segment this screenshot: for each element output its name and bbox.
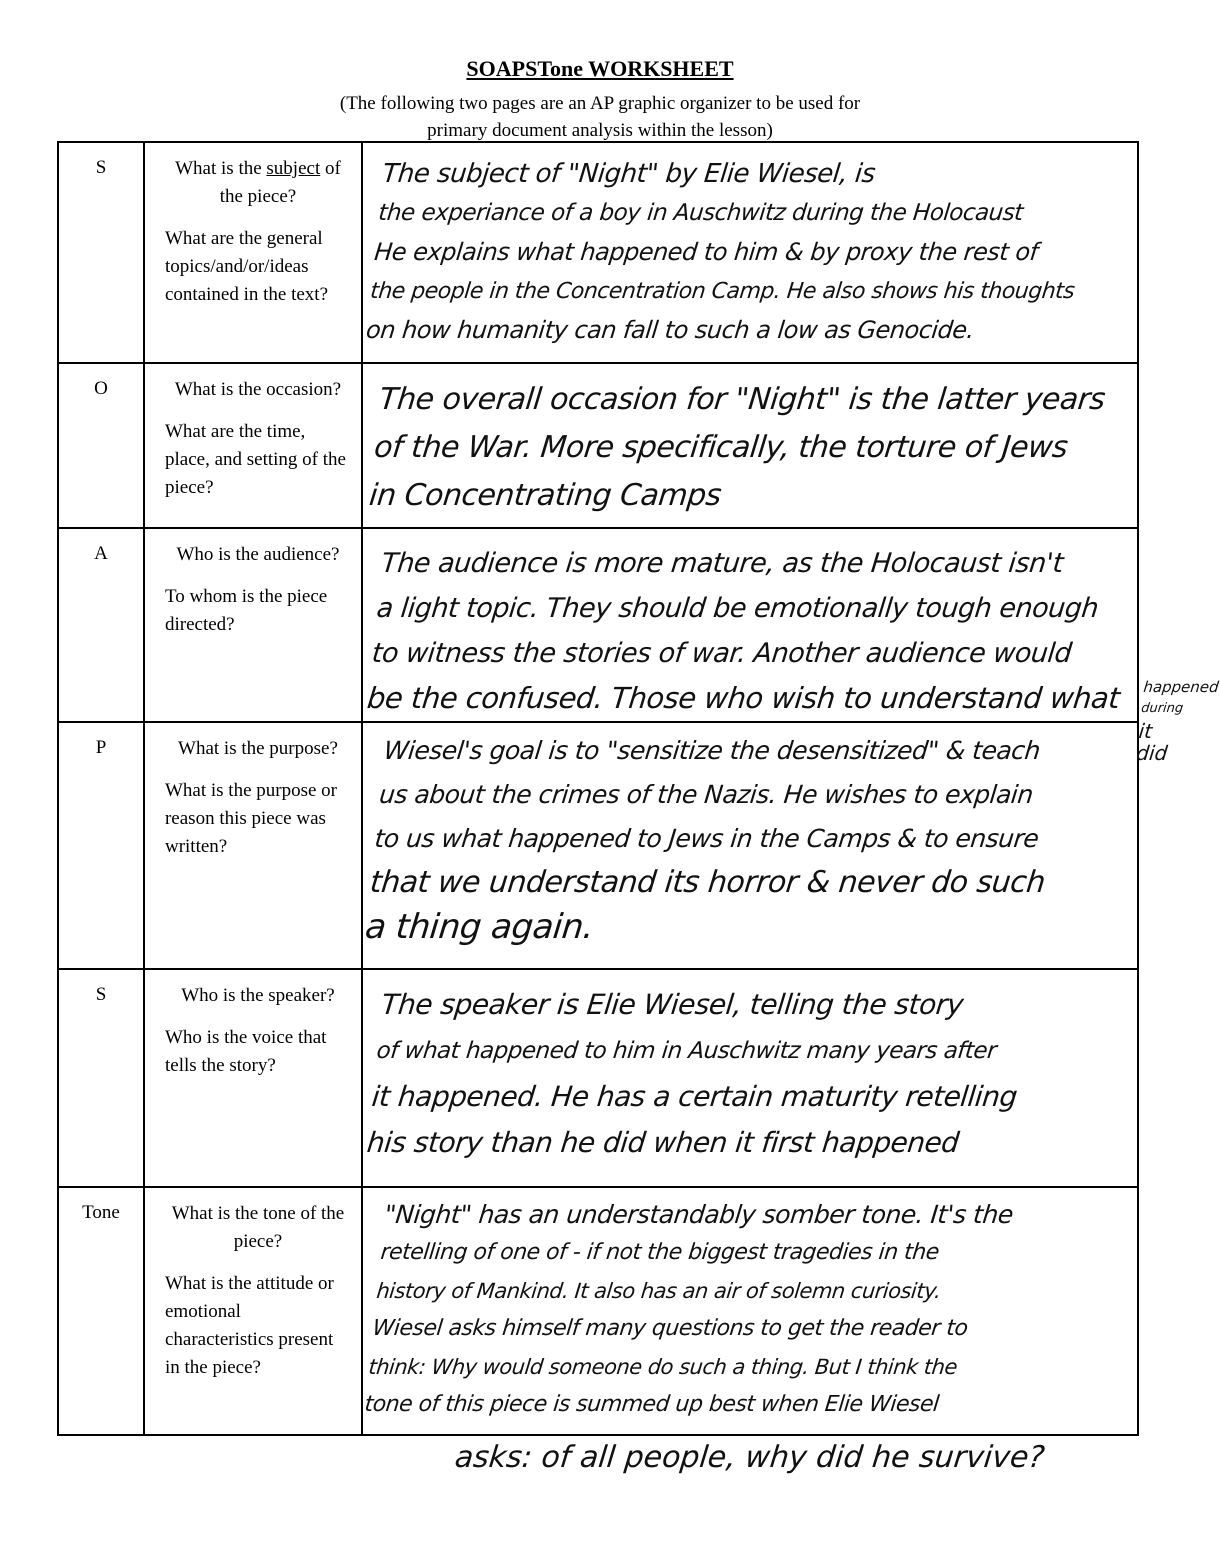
row-tone — [58, 1187, 1138, 1435]
prompt-question-2: Who is the voice that tells the story? — [164, 1027, 327, 1076]
answer-line: tone of this piece is summed up best when Elie Wiesel — [363, 1392, 940, 1417]
answer-line: The audience is more mature, as the Holocaust isn't — [379, 548, 1065, 579]
handwritten-answer — [353, 970, 1148, 1166]
answer-line: the people in the Concentration Camp. He also shows his thoughts — [368, 279, 1076, 304]
prompt-question-2: What is the purpose or reason this piece was written? — [164, 780, 337, 857]
overflow-word: it — [1137, 719, 1154, 743]
answer-line: that we understand its horror & never do such — [368, 865, 1047, 900]
prompt-question-2: What is the attitude or emotional characteristics present in the piece? — [164, 1273, 334, 1378]
worksheet-title: SOAPSTone WORKSHEET — [466, 56, 734, 81]
answer-line: think: Why would someone do such a thing. But I think the — [367, 1355, 959, 1379]
prompt-cell — [144, 1187, 362, 1435]
subtitle-line-1: (The following two pages are an AP graphic organizer to be used for — [339, 93, 861, 114]
prompt-question-2: What are the time, place, and setting of the piece? — [164, 421, 346, 498]
answer-line: a light topic. They should be emotionally tough enough — [375, 593, 1100, 624]
handwritten-answer — [351, 723, 1149, 949]
answer-line: us about the crimes of the Nazis. He wishes to explain — [377, 780, 1035, 809]
prompt-question-1: What is the tone of the piece? — [171, 1203, 345, 1252]
handwritten-answer — [351, 1188, 1150, 1424]
row-letter: S — [58, 142, 144, 363]
row-letter: Tone — [58, 1187, 144, 1435]
answer-line: He explains what happened to him & by proxy the rest of — [372, 238, 1040, 266]
answer-cell — [362, 363, 1138, 528]
answer-line: the experiance of a boy in Auschwitz during the Holocaust — [377, 200, 1025, 226]
answer-line: Wiesel asks himself many questions to get the reader to — [371, 1316, 969, 1341]
answer-line: "Night" has an understandably somber tone. It's the — [383, 1200, 1015, 1229]
answer-line: of the War. More specifically, the torture of Jews — [372, 430, 1070, 465]
prompt-question-1: What is the occasion? — [174, 379, 342, 400]
prompt-question-2: What are the general topics/and/or/ideas contained in the text? — [164, 228, 329, 305]
prompt-question-1: What is the subject of the piece? — [175, 158, 341, 207]
row-audience — [58, 528, 1138, 722]
trailing-handwritten-line: asks: of all people, why did he survive? — [453, 1440, 1047, 1475]
prompt-cell — [144, 363, 362, 528]
answer-line: his story than he did when it first happened — [365, 1126, 961, 1159]
handwritten-answer — [355, 364, 1145, 520]
answer-line: history of Mankind. It also has an air of solemn curiosity. — [375, 1279, 942, 1303]
row-purpose — [58, 722, 1138, 969]
answer-line: to us what happened to Jews in the Camps & to ensure — [373, 824, 1040, 853]
prompt-question-1: What is the purpose? — [178, 738, 338, 759]
handwritten-answer — [353, 529, 1147, 721]
answer-line: The speaker is Elie Wiesel, telling the story — [379, 988, 965, 1021]
answer-line: to witness the stories of war. Another audience would — [370, 638, 1073, 669]
row-letter: A — [58, 528, 144, 722]
answer-line: a thing again. — [363, 907, 596, 947]
answer-cell — [362, 722, 1138, 969]
answer-cell — [362, 142, 1138, 363]
answer-line: be the confused. Those who wish to understand what — [365, 681, 1122, 715]
answer-cell — [362, 1187, 1138, 1435]
row-speaker — [58, 969, 1138, 1187]
subtitle-line-2: primary document analysis within the lesson) — [427, 120, 773, 141]
row-occasion — [58, 363, 1138, 528]
row-letter: P — [58, 722, 144, 969]
prompt-question-2: To whom is the piece directed? — [164, 586, 328, 635]
soapstone-table — [57, 141, 1139, 1436]
row-subject — [58, 142, 1138, 363]
answer-line: it happened. He has a certain maturity retelling — [370, 1080, 1019, 1113]
prompt-cell — [144, 528, 362, 722]
answer-line: on how humanity can fall to such a low as Genocide. — [364, 316, 976, 344]
row-letter: S — [58, 969, 144, 1187]
prompt-question-1: Who is the audience? — [176, 544, 340, 565]
answer-line: Wiesel's goal is to "sensitize the desensitized" & teach — [382, 736, 1042, 765]
prompt-question-1: Who is the speaker? — [181, 985, 335, 1006]
row-letter: O — [58, 363, 144, 528]
margin-overflow-text — [1135, 676, 1219, 764]
answer-line: The overall occasion for "Night" is the latter years — [377, 382, 1107, 417]
answer-cell — [362, 528, 1138, 722]
answer-cell — [362, 969, 1138, 1187]
answer-line: retelling of one of - if not the biggest tragedies in the — [379, 1240, 941, 1265]
answer-line: in Concentrating Camps — [367, 478, 723, 513]
answer-line: of what happened to him in Auschwitz many years after — [375, 1038, 998, 1064]
overflow-word: happened — [1142, 678, 1220, 696]
overflow-word: during — [1140, 701, 1184, 716]
subject-keyword: subject — [266, 158, 321, 179]
answer-line: The subject of "Night" by Elie Wiesel, is — [380, 159, 877, 189]
worksheet-subtitle — [0, 90, 1200, 144]
prompt-cell — [144, 722, 362, 969]
handwritten-answer — [352, 143, 1148, 350]
prompt-cell — [144, 142, 362, 363]
prompt-cell — [144, 969, 362, 1187]
overflow-word: did — [1135, 741, 1169, 765]
